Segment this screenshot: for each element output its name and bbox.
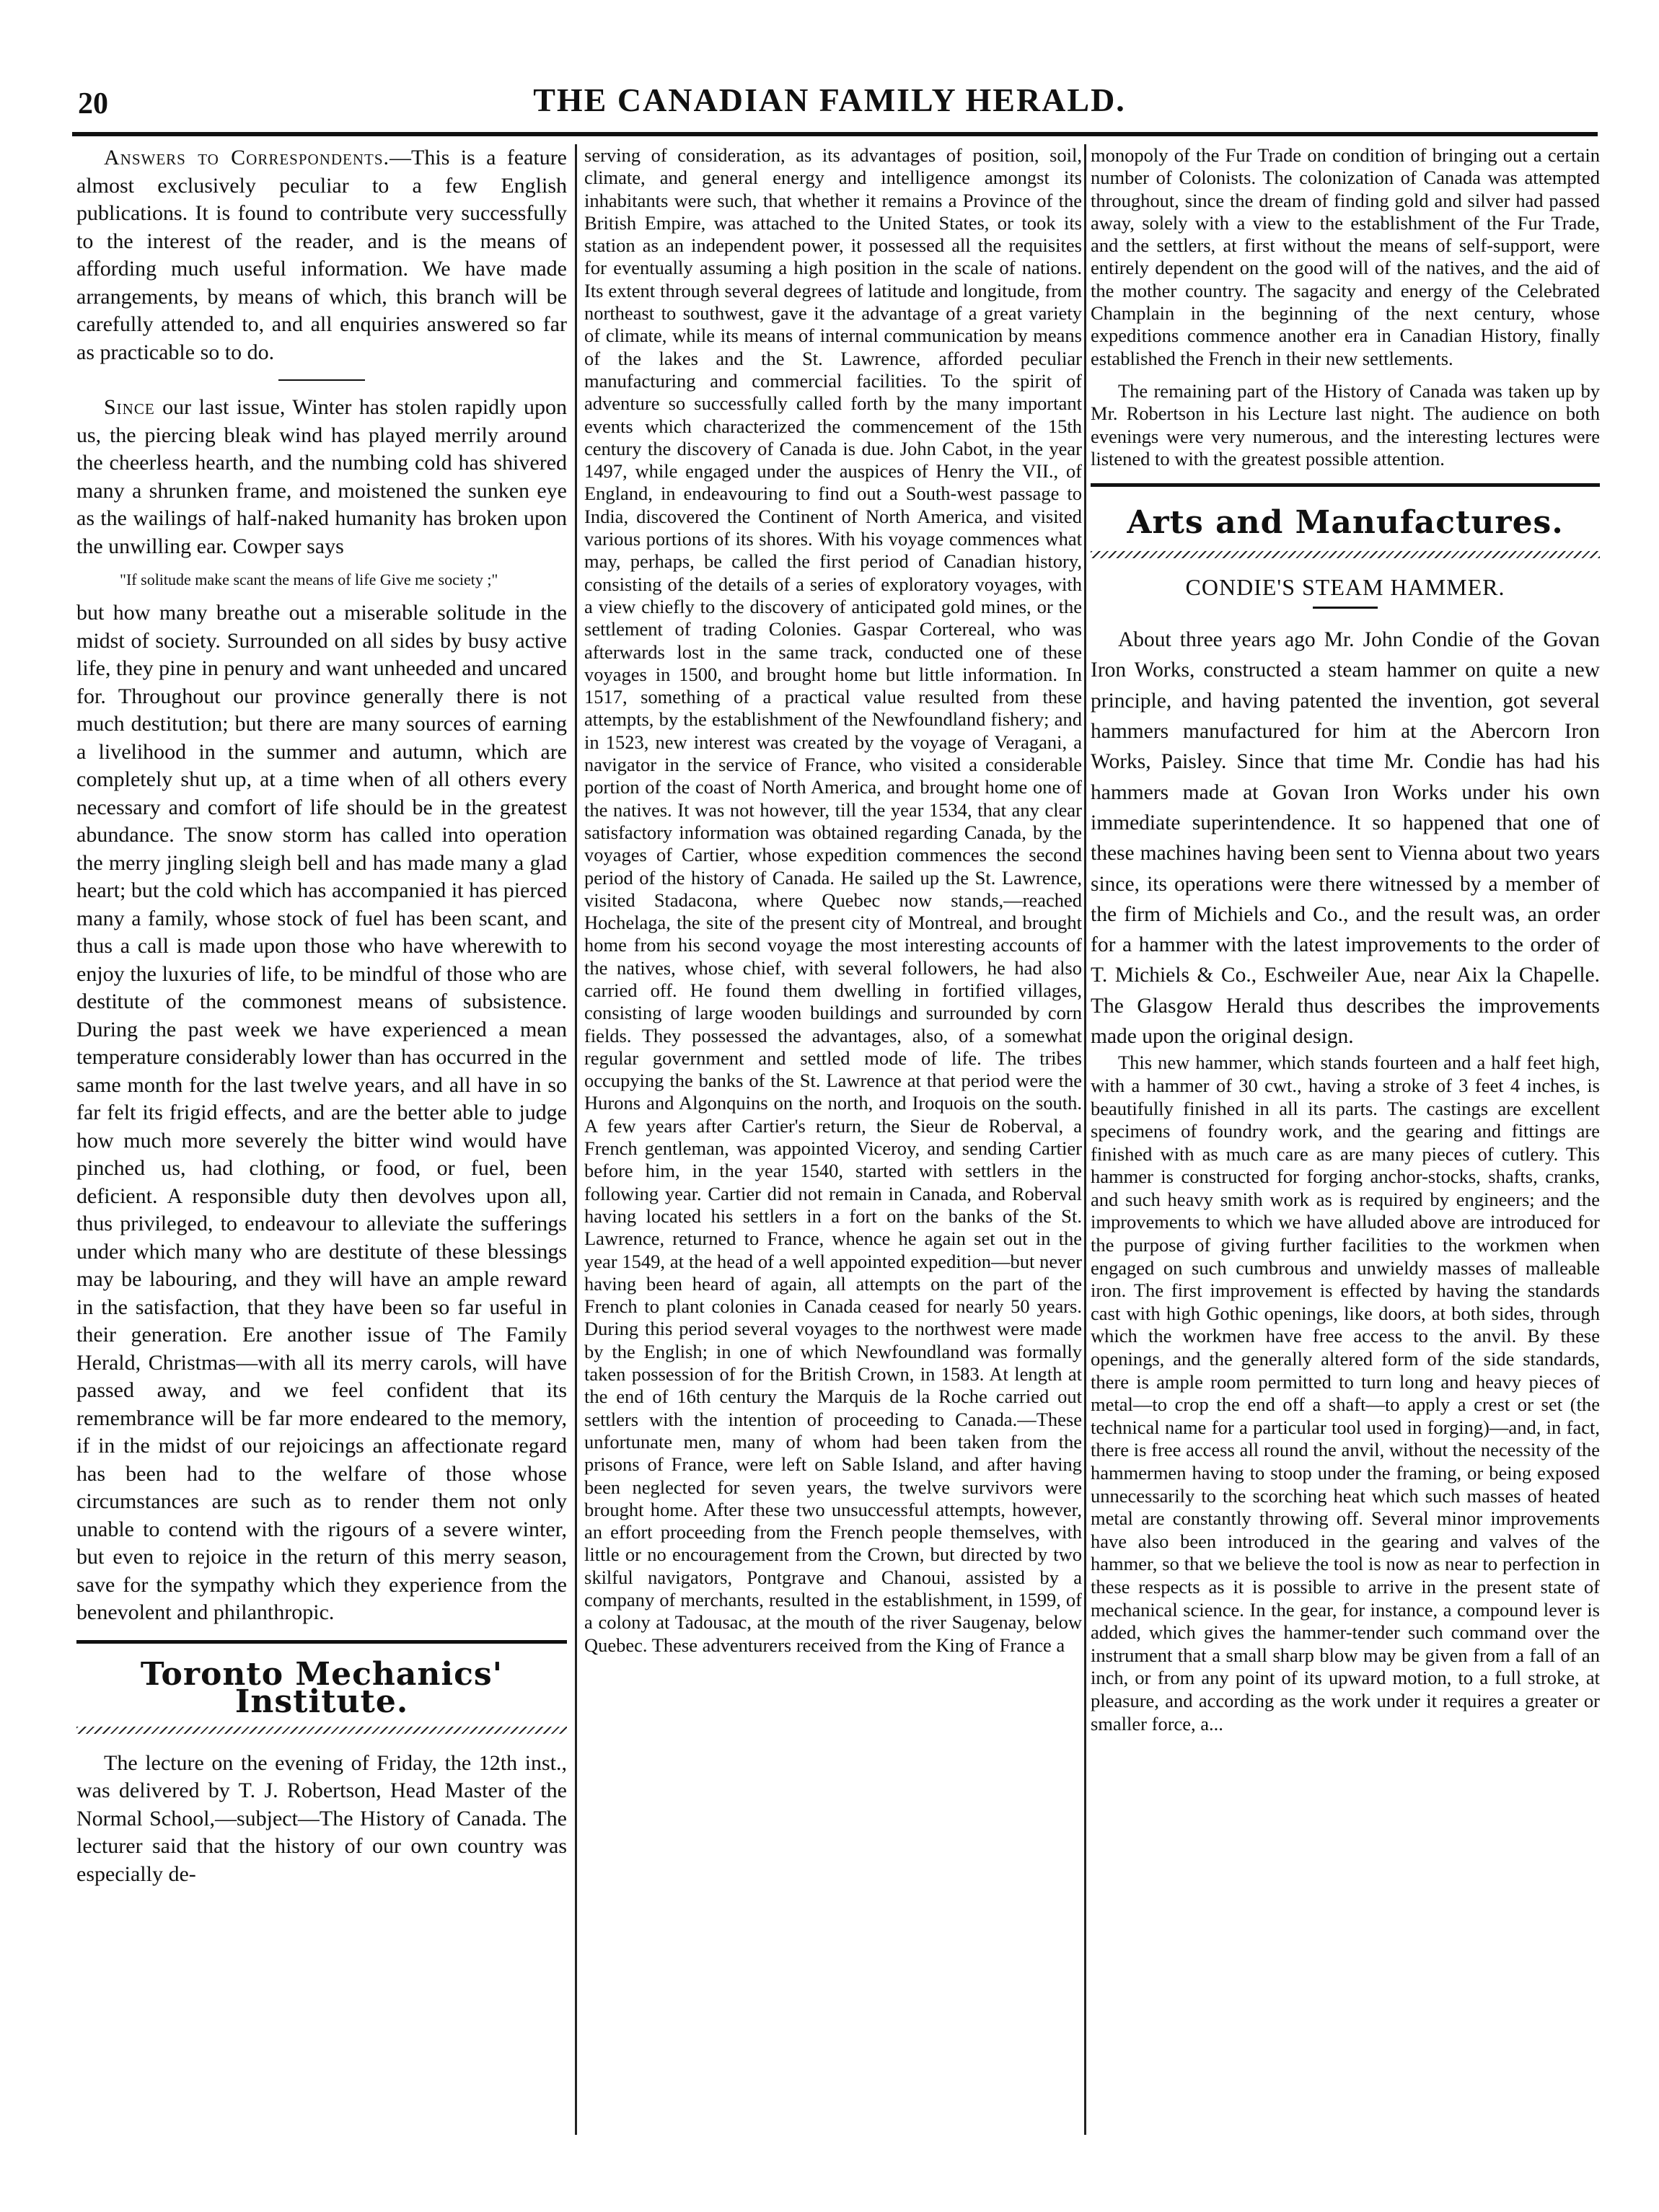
winter-continued: but how many breathe out a miserable solitude in the midst of society. Surrounded on all sides by busy active life, they pine in penury and want unheeded and uncared for. Throughout our province generally there is not much destitution; but there are many sources of earning a livelihood in the summer and autumn, which are completely shut up, at a time when of all others every necessary and comfort of life should be in the greatest abundance. The snow storm has called into operation the merry jingling sleigh bell and has made many a glad heart; but the cold which has accompanied it has pierced many a family, whose stock of fuel has been scant, and thus a call is made upon those who have wherewith to enjoy the luxuries of life, to be mindful of those who are destitute of the commonest means of subsistence. During the past week we have experienced a mean temperature considerably lower than has occurred in the same month for the last twelve years, and all have in so far felt its frigid effects, and are the better able to judge how much more severely the bitter wind would have pinched us, had clothing, or food, or fuel, been deficient. A responsible duty then devolves upon all, thus privileged, to endeavour to alleviate the sufferings under which many who are destitute of these blessings may be labouring, and they will have an ample reward in the satisfaction, that they have been so far useful in their generation. Ere another issue of The Family Herald, Christmas—with all its merry carols, will have passed away, and we feel confident that its remembrance will be far more endeared to the memory, if in the midst of our rejoicings an affectionate regard has been had to the welfare of those whose circumstances are such as to render them not only unable to contend with the rigours of a severe winter, but even to rejoice in the return of this merry season, save for the sympathy which they experience from the benevolent and philanthropic. [76,601,567,1624]
answers-lead: Answers to Correspondents. [104,146,390,169]
section-divider [278,379,365,381]
lecture-paragraph: The lecture on the evening of Friday, the 12th inst., was delivered by T. J. Robertson, Head Master of the Normal School,—subject—The History of Canada. The lecturer said that the history of our own country was especially de- [76,1750,567,1886]
steam-hammer-description: This new hammer, which stands fourteen and a half feet high, with a hammer of 30 cwt., having a stroke of 3 feet 4 inches, is beautifully finished in all its parts. The castings are excellent specimens of foundry work, and the gearing and fittings are finished with as much care as are many pieces of cutlery. This hammer is constructed for forging anchor-stocks, shafts, cranks, and such heavy smith work as is required by engineers; and the improvements to which we have alluded above are introduced for the purpose of giving further facilities to the workmen when engaged on such cumbrous and unwieldy masses of malleable iron. The first improvement is effected by having the standards cast with high Gothic openings, like doors, at both sides, through which the workmen have free access to the anvil. By these openings, and the generally altered form of the side standards, there is ample room permitted to turn long and heavy pieces of metal—to crop the end off a shaft—to apply a crest or set (the technical name for a particular tool used in forging)—and, in fact, there is free access all round the anvil, without the necessity of the hammermen having to stoop under the framing, or being exposed unnecessarily to the scorching heat which such masses of heated metal are constantly throwing off. Several minor improvements have also been introduced in the gearing and valves of the hammer, so that we believe the tool is now as near to perfection in these respects as it is possible to arrive in the present state of mechanical science. In the gear, for instance, a compound lever is added, which gives the hammer-tender such command over the instrument that a small sharp blow may be given from a fall of an inch, or from any point of its upward motion, to a full stroke, at pleasure, and according as the work under it requires a greater or smaller force, a... [1091,1052,1600,1735]
header-rule [72,132,1598,136]
cowper-quote: "If solitude make scant the means of life Give me society ;" [120,570,498,589]
remaining-paragraph: The remaining part of the History of Canada was taken up by Mr. Robertson in his Lecture last night. The audience on both evenings were very numerous, and the interesting lectures were listened to with the greatest possible attention. [1091,379,1600,470]
column-divider [1084,144,1086,2135]
steam-hammer-intro: About three years ago Mr. John Condie of the Govan Iron Works, constructed a steam hammer on quite a new principle, and having patented the invention, got several hammers manufactured for him at the Abercorn Iron Works, Paisley. Since that time Mr. Condie has had his hammers made at Govan Iron Works under his own immediate superintendence. It so happened that one of these machines having been sent to Vienna about two years since, its operations were there witnessed by a member of the firm of Michiels and Co., and the result was, an order for a hammer with the latest improvements to the order of T. Michiels & Co., Eschweiler Aue, near Aix la Chapelle. The Glasgow Herald thus describes the improvements made upon the original design. [1091,628,1600,1049]
page-number: 20 [78,87,108,120]
section-heading-arts: Arts and Manufactures. [1127,504,1564,542]
heading-rule-top [76,1640,567,1644]
column-1 [76,144,567,2135]
running-title: THE CANADIAN FAMILY HERALD. [533,81,1126,118]
fur-trade-paragraph: monopoly of the Fur Trade on condition of bringing out a certain number of Colonists. The colonization of Canada was attempted throughout, since the dream of finding gold and silver had passed away, solely with a view to the establishment of the Fur Trade, and the settlers, at first without the means of self-support, were entirely dependent on the good will of the natives, and the aid of the mother country. The sagacity and energy of the Celebrated Champlain in the beginning of the next century, whose expeditions commence another era in Canadian History, finally established the French in their new settlements. [1091,144,1600,369]
answers-paragraph [76,144,567,366]
column-divider [575,144,577,2135]
section-heading-mechanics: Toronto Mechanics' Institute. [140,1655,503,1720]
wavy-rule [1091,551,1600,558]
heading-rule-top [1091,483,1600,487]
wavy-rule [76,1727,567,1734]
winter-paragraph [76,394,567,560]
answers-text: —This is a feature almost exclusively peculiar to a few English publications. It is found to contribute very successfully to the interest of the reader, and is the means of affording much useful information. We have made arrangements, by means of which, this branch will be carefully attended to, and all enquiries answered so far as practicable so to do. [76,146,567,364]
since-lead: Since [104,395,155,419]
column-2 [584,144,1082,2135]
article-title: CONDIE'S STEAM HAMMER. [1185,574,1505,601]
column-3 [1091,144,1600,2135]
history-paragraph: serving of consideration, as its advantages of position, soil, climate, and general energy and intelligence amongst its inhabitants were such, that whether it remains a Province of the British Empire, was attached to the United States, or took its station as an independent power, it possessed all the requisites for eventually assuming a high position in the scale of nations. Its extent through several degrees of latitude and longitude, from northeast to southwest, gave it the advantage of a great variety of climate, while its means of internal communication by means of the lakes and the St. Lawrence, afforded peculiar manufacturing and commercial facilities. To the spirit of adventure so successfully called forth by the many important events which characterized the commencement of the 15th century the discovery of Canada is due. John Cabot, in the year 1497, while engaged under the auspices of Henry the VII., of England, in endeavouring to find out a South-west passage to India, discovered the Continent of North America, and visited various portions of its shores. With his voyage commences what may, perhaps, be called the first period of Canadian history, consisting of the details of a series of exploratory voyages, with a view chiefly to the discovery of anticipated gold mines, or the settlement of trading Colonies. Gaspar Cortereal, who was afterwards lost in the same track, conducted one of these voyages in 1500, and brought home but little information. In 1517, something of a practical value resulted from these attempts, by the establishment of the Newfoundland fishery; and in 1523, new interest was created by the voyage of Veragani, a navigator in the service of France, who visited a considerable portion of the coast of North America, and brought home one of the natives. It was not however, till the year 1534, that any clear satisfactory information was obtained regarding Canada, by the voyages of Cartier, whose expedition commences the second period of the history of Canada. He sailed up the St. Lawrence, visited Stadacona, where Quebec now stands,—reached Hochelaga, the site of the present city of Montreal, and brought home from his second voyage the most interesting accounts of the natives, whose chief, with several followers, he had also carried off. He found them dwelling in fortified villages, consisting of large wooden buildings and surrounded by corn fields. They possessed the advantages, also, of a somewhat regular government and settled mode of life. The tribes occupying the banks of the St. Lawrence at that period were the Hurons and Algonquins on the north, and Iroquois on the south. A few years after Cartier's return, the Sieur de Roberval, a French gentleman, was appointed Viceroy, and sending Cartier before him, in the year 1540, started with settlers in the following year. Cartier did not remain in Canada, and Roberval having located his settlers in a fort on the banks of the St. Lawrence, returned to France, whence he again set out in the year 1549, at the head of a well appointed expedition—but never having been heard of again, all attempts on the part of the French to plant colonies in Canada ceased for nearly 50 years. During this period several voyages to the northwest were made by the English; in one of which Newfoundland was formally taken possession of for the British Crown, in 1583. At length at the end of 16th century the Marquis de la Roche carried out settlers with the intention of proceeding to Canada.—These unfortunate men, many of whom had been taken from the prisons of France, were left on Sable Island, and after having been neglected for seven years, the twelve survivors were brought home. After these two unsuccessful attempts, however, an effort proceeding from the French people themselves, with little or no encouragement from the Crown, but directed by two skilful navigators, Pontgrave and Chanoui, assisted by a company of merchants, resulted in the establishment, in 1599, of a colony at Tadousac, at the mouth of the river Saugenay, below Quebec. These adventurers received from the King of France a [584,144,1082,1656]
winter-text: our last issue, Winter has stolen rapidly upon us, the piercing bleak wind has played merrily around the cheerless hearth, and the numbing cold has shivered many a shrunken frame, and moistened the sunken eye as the wailings of half-naked humanity has broken upon the unwilling ear. Cowper says [76,395,567,558]
title-rule [1313,607,1378,609]
